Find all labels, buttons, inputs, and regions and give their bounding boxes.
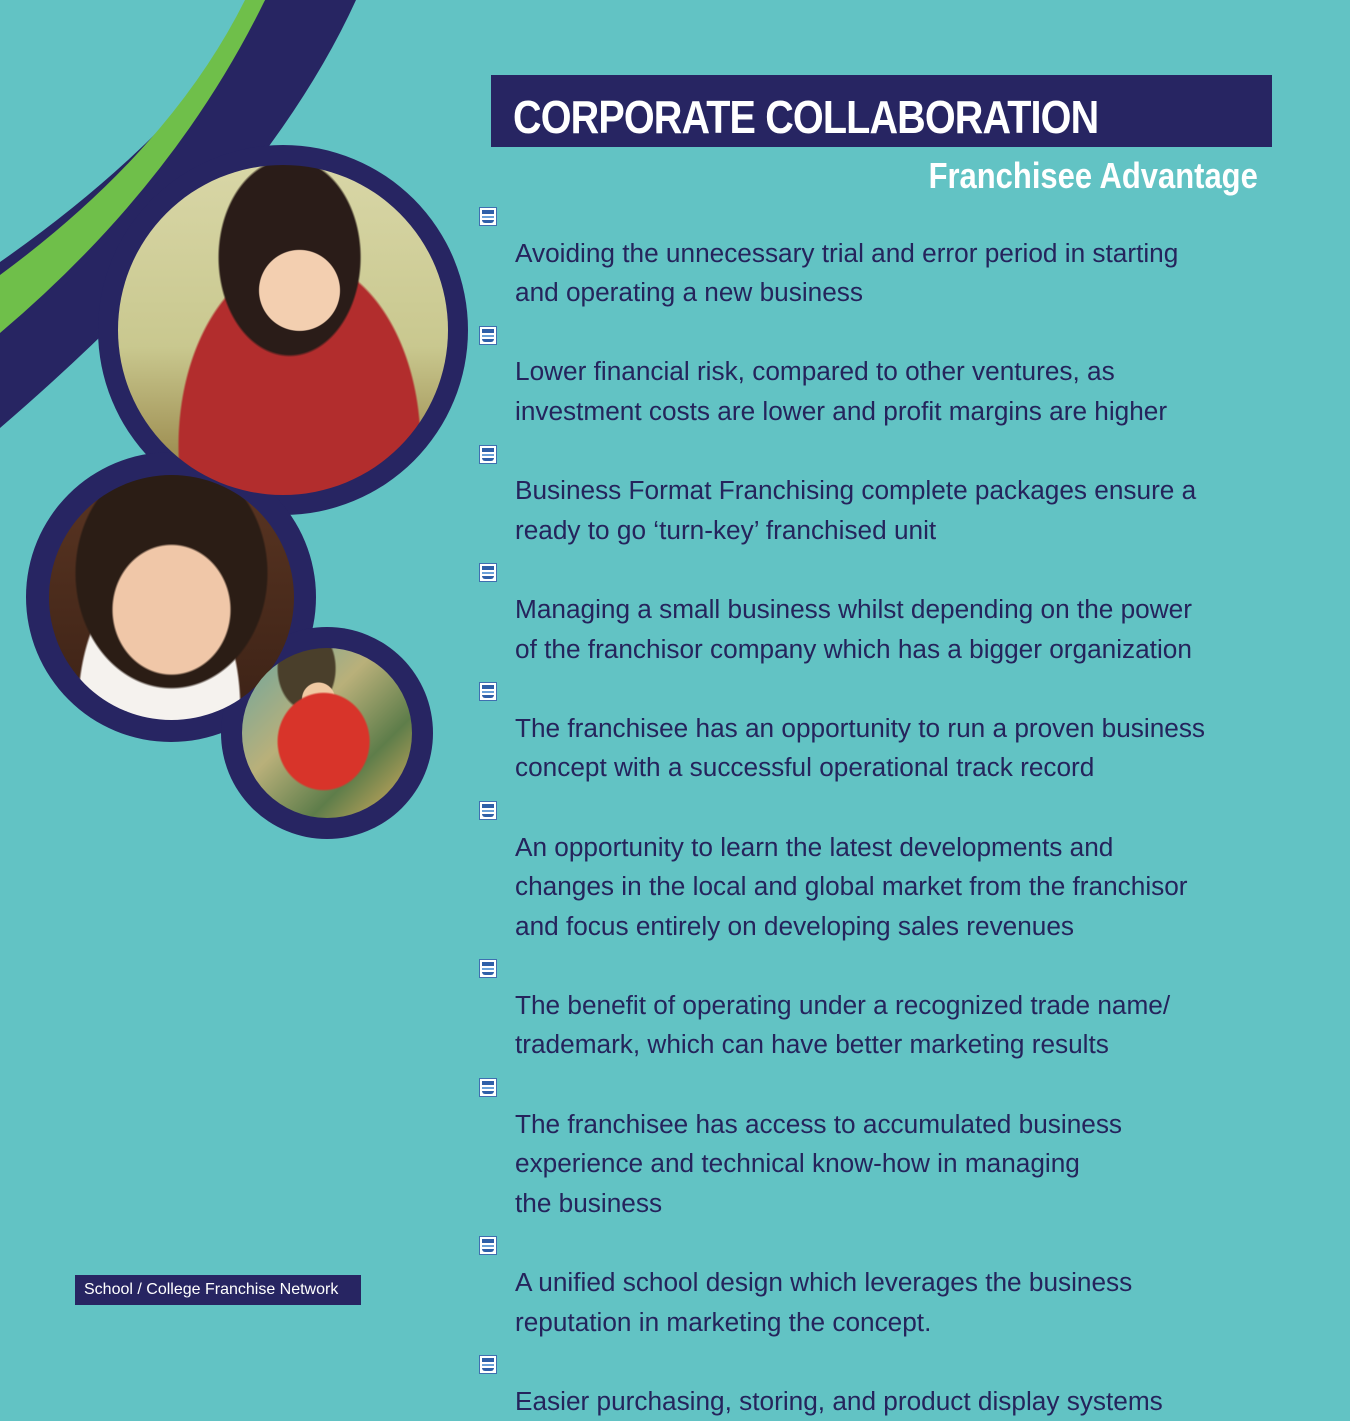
benefit-text: Lower financial risk, compared to other ventures, as investment costs are lower and profit margins are higher bbox=[515, 356, 1168, 426]
benefit-text: Business Format Franchising complete packages ensure a ready to go ‘turn-key’ franchised unit bbox=[515, 475, 1197, 545]
child-dancing-photo bbox=[118, 165, 448, 495]
benefit-item bbox=[476, 550, 1274, 669]
benefit-item bbox=[476, 1342, 1274, 1421]
benefit-item bbox=[476, 313, 1274, 432]
benefit-item bbox=[476, 669, 1274, 788]
benefit-item bbox=[476, 1065, 1274, 1223]
child-performing-photo bbox=[242, 648, 412, 818]
benefit-item bbox=[476, 946, 1274, 1065]
school-crest-bullet-icon bbox=[479, 1355, 497, 1374]
benefit-text: A unified school design which leverages the business reputation in marketing the concept. bbox=[515, 1267, 1133, 1337]
school-crest-bullet-icon bbox=[479, 326, 497, 345]
footer-network-label: School / College Franchise Network bbox=[75, 1275, 361, 1305]
benefits-list bbox=[476, 194, 1274, 1421]
school-crest-bullet-icon bbox=[479, 563, 497, 582]
benefit-text: The benefit of operating under a recognized trade name/ trademark, which can have better marketing results bbox=[515, 989, 1171, 1060]
benefit-item bbox=[476, 194, 1274, 313]
benefit-text: Managing a small business whilst depending on the power of the franchisor company which has a bigger organization bbox=[515, 593, 1192, 664]
school-crest-bullet-icon bbox=[479, 445, 497, 464]
page-title: CORPORATE COLLABORATION bbox=[513, 91, 1099, 143]
benefit-item bbox=[476, 432, 1274, 551]
benefit-text: The franchisee has access to accumulated business experience and technical know-how in managing the business bbox=[515, 1108, 1123, 1218]
school-crest-bullet-icon bbox=[479, 682, 497, 701]
benefit-item bbox=[476, 1223, 1274, 1342]
benefit-text: Easier purchasing, storing, and product display systems bbox=[515, 1385, 1163, 1416]
school-crest-bullet-icon bbox=[479, 207, 497, 226]
school-crest-bullet-icon bbox=[479, 1078, 497, 1097]
school-crest-bullet-icon bbox=[479, 1236, 497, 1255]
school-crest-bullet-icon bbox=[479, 959, 497, 978]
school-crest-bullet-icon bbox=[479, 801, 497, 820]
benefit-item bbox=[476, 788, 1274, 946]
benefit-text: An opportunity to learn the latest developments and changes in the local and global market from the franchisor and focus entirely on developing sales revenues bbox=[515, 831, 1188, 941]
section-subtitle: Franchisee Advantage bbox=[928, 155, 1258, 196]
page-title-banner bbox=[491, 75, 1272, 147]
benefit-text: Avoiding the unnecessary trial and error period in starting and operating a new business bbox=[515, 237, 1179, 308]
benefit-text: The franchisee has an opportunity to run a proven business concept with a successful operational track record bbox=[515, 712, 1206, 783]
